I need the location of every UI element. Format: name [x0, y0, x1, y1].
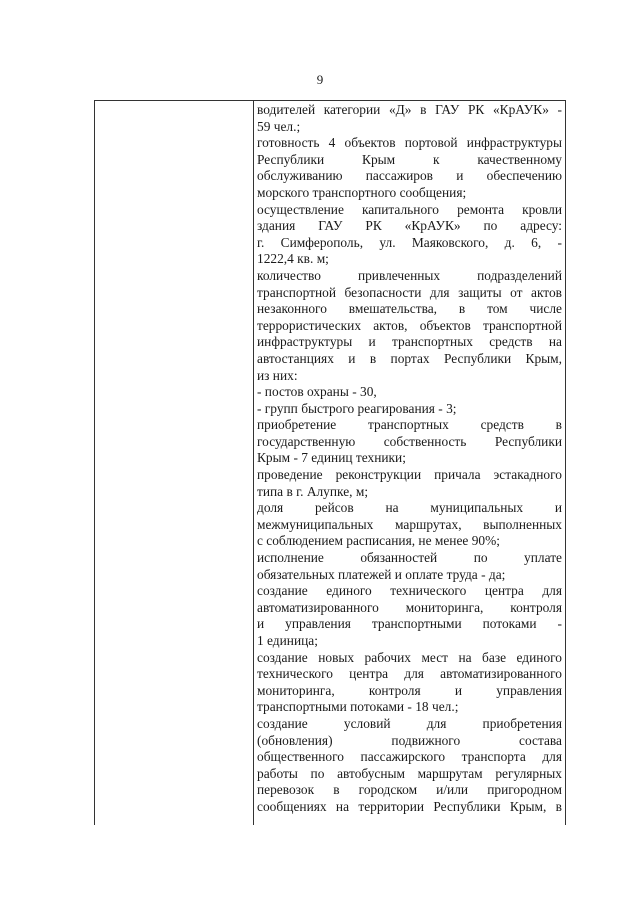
text-line: приобретение транспортных средств в: [257, 417, 562, 433]
column-divider: [253, 101, 254, 825]
text-line: водителей категории «Д» в ГАУ РК «КрАУК» -: [257, 102, 562, 117]
text-line: Крым - 7 единиц техники;: [257, 450, 406, 466]
text-line: 59 чел.;: [257, 118, 301, 134]
text-line: - групп быстрого реагирования - 3;: [257, 400, 457, 416]
text-line: Республики Крым к качественному: [257, 151, 562, 167]
text-line: транспортной безопасности для защиты от актов: [257, 284, 562, 300]
text-line: с соблюдением расписания, не менее 90%;: [257, 533, 500, 549]
text-line: и управления транспортными потоками -: [257, 616, 562, 632]
text-line: готовность 4 объектов портовой инфраструктуры: [257, 135, 562, 151]
table-cell-right-text: [257, 102, 562, 826]
text-line: доля рейсов на муниципальных и: [257, 500, 562, 516]
text-line: незаконного вмешательства, в том числе: [257, 301, 562, 317]
text-line: морского транспортного сообщения;: [257, 184, 467, 200]
text-line: мониторинга, контроля и управления: [257, 682, 562, 698]
text-line: перевозок в городском и/или пригородном: [257, 782, 562, 798]
document-table: [94, 100, 566, 825]
text-line: (обновления) подвижного состава: [257, 732, 562, 748]
text-line: автостанциях и в портах Республики Крым,: [257, 350, 562, 366]
text-line: общественного пассажирского транспорта для: [257, 749, 562, 765]
text-line: государственную собственность Республики: [257, 433, 562, 449]
text-line: г. Симферополь, ул. Маяковского, д. 6, -: [257, 234, 562, 250]
text-line: террористических актов, объектов транспортной: [257, 317, 562, 333]
text-line: из них:: [257, 367, 298, 383]
text-line: сообщениях на территории Республики Крым, в: [257, 798, 562, 814]
text-line: автоматизированного мониторинга, контроля: [257, 599, 562, 615]
text-line: исполнение обязанностей по уплате: [257, 550, 562, 566]
text-line: обязательных платежей и оплате труда - да;: [257, 566, 506, 582]
text-line: 1 единица;: [257, 633, 318, 648]
text-line: работы по автобусным маршрутам регулярных: [257, 765, 562, 781]
text-line: - постов охраны - 30,: [257, 384, 377, 400]
text-line: здания ГАУ РК «КрАУК» по адресу:: [257, 218, 562, 234]
text-line: количество привлеченных подразделений: [257, 267, 562, 283]
text-line: создание новых рабочих мест на базе единого: [257, 649, 562, 665]
text-line: создание единого технического центра для: [257, 583, 562, 599]
text-line: создание условий для приобретения: [257, 715, 562, 731]
text-line: инфраструктуры и транспортных средств на: [257, 334, 562, 350]
text-line: обслуживанию пассажиров и обеспечению: [257, 168, 562, 184]
text-line: транспортными потоками - 18 чел.;: [257, 699, 459, 715]
page-number: 9: [316, 72, 324, 87]
text-line: межмуниципальных маршрутах, выполненных: [257, 516, 562, 532]
table-cell-left-empty: [95, 101, 253, 825]
text-line: осуществление капитального ремонта кровли: [257, 201, 562, 217]
text-line: технического центра для автоматизированного: [257, 666, 562, 682]
text-line: 1222,4 кв. м;: [257, 251, 329, 267]
text-line: проведение реконструкции причала эстакадного: [257, 467, 562, 483]
text-line: типа в г. Алупке, м;: [257, 483, 369, 499]
